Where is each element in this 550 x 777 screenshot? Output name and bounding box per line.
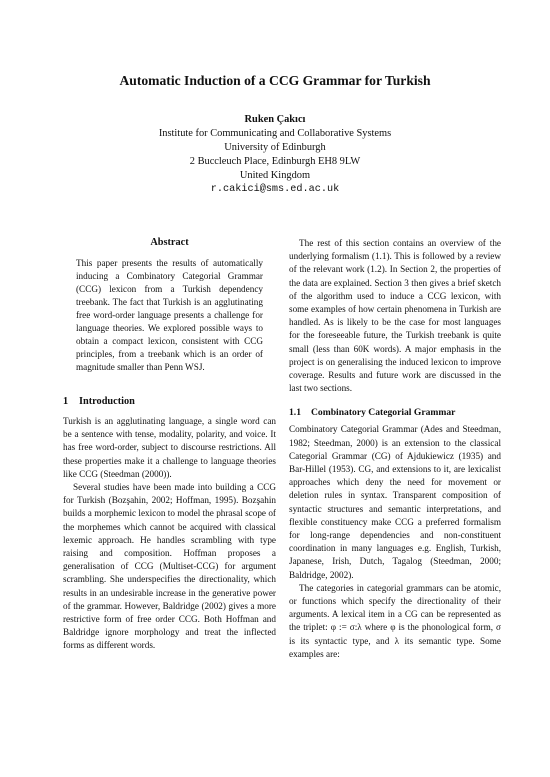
section-number: 1 [63, 396, 69, 407]
right-column [289, 237, 501, 661]
subsection-heading-ccg [289, 407, 501, 418]
author-block [0, 113, 550, 197]
affiliation-line: 2 Buccleuch Place, Edinburgh EH8 9LW [189, 156, 361, 167]
abstract-heading: Abstract [150, 237, 189, 248]
affiliation-line: University of Edinburgh [224, 142, 326, 153]
intro-paragraph-2: Several studies have been made into building a CCG for Turkish (Bozşahin, 2002; Hoffman, 1995). Bozşahin builds a morphemic lexicon to model the phrasal scope of the morphemes which cannot be acquired with classical lexemic approach. He handles scrambling with type raising and composition. Hoffman proposes a generalisation of CCG (Multiset-CCG) for argument scrambling. She underspecifies the directionality, which results in an undesirable increase in the generative power of the grammar. However, Baldridge (2002) gives a more restrictive form of free order CCG. Both Hoffman and Baldridge ignore morphology and treat the inflected forms as different words. [63, 482, 276, 651]
subsection-number: 1.1 [289, 407, 301, 419]
author-name: Ruken Çakıcı [244, 114, 306, 125]
abstract-text: This paper presents the results of automatically inducing a Combinatory Categorial Grammar (CCG) lexicon from a Turkish dependency treebank. The fact that Turkish is an agglutinating free word-order language presents a challenge for language theories. We explored possible ways to obtain a compact lexicon, consistent with CCG principles, from a treebank which is an order of magnitude smaller than Penn WSJ. [76, 258, 263, 372]
author-email: r.cakici@sms.ed.ac.uk [210, 184, 340, 195]
intro-paragraph-3: The rest of this section contains an overview of the underlying formalism (1.1). This is followed by a review of the relevant work (1.2). In Section 2, the properties of the data are explained. Section 3 then gives a brief sketch of the algorithm used to induce a CCG lexicon, with some examples of how certain phenomena in Turkish are handled. As is likely to be the case for most languages for the foreseeable future, the Turkish treebank is quite small (less than 60K words). A major emphasis in the project is on generalising the induced lexicon to improve coverage. Results and future work are discussed in the last two sections. [289, 238, 501, 394]
affiliation-line: Institute for Communicating and Collaborative Systems [158, 128, 392, 139]
subsection-title: Combinatory Categorial Grammar [311, 407, 456, 419]
ccg-paragraph-2: The categories in categorial grammars can be atomic, or functions which specify the directionality of their arguments. A lexical item in a CG can be represented as the triplet: φ := σ:λ where φ is the phonological form, σ is its syntactic type, and λ its semantic type. Some examples are: [289, 582, 501, 659]
left-column [63, 237, 276, 653]
intro-paragraph-1: Turkish is an agglutinating language, a single word can be a sentence with tense, modality, polarity, and voice. It has free word-order, subject to discourse restrictions. All these properties make it a challenge to language theories like CCG (Steedman (2000)). [63, 416, 276, 479]
paper-title: Automatic Induction of a CCG Grammar for Turkish [119, 73, 431, 88]
section-title: Introduction [79, 396, 135, 407]
affiliation-line: United Kingdom [239, 170, 311, 181]
section-heading-introduction [63, 396, 276, 407]
ccg-paragraph-1: Combinatory Categorial Grammar (Ades and Steedman, 1982; Steedman, 2000) is an extension to the classical Categorial Grammar (CG) of Ajdukiewicz (1935) and Bar-Hillel (1953). CG, and extensions to it, are lexicalist approaches which deny the need for movement or deletion rules in syntax. Transparent composition of syntactic structures and semantic interpretations, and flexible constituency make CCG a preferred formalism for long-range dependencies and non-constituent coordination in many languages e.g. English, Turkish, Japanese, Irish, Dutch, Tagalog (Steedman, 2000; Baldridge, 2002). [289, 424, 501, 580]
